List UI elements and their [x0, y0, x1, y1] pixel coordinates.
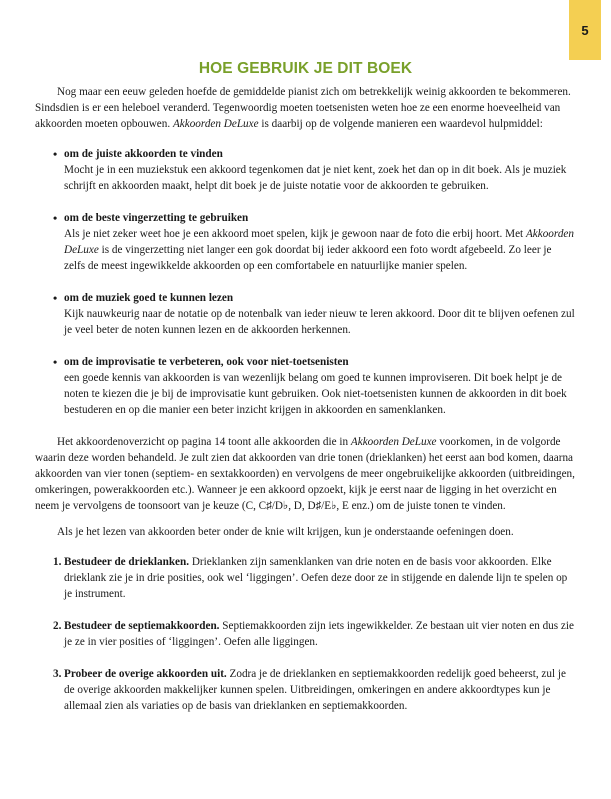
step-text: Zodra je de drieklanken en septiemakkoorden redelijk goed beheerst, zul je de overige akkoorden makkelijker kunnen spelen. Uitbreidingen, omkeringen en andere akkoordtypes kun je allemaal zien als variaties op de basis van drieklanken en septiemakkoorden. — [64, 668, 566, 712]
bullet-text-a: Mocht je in een muziekstuk een akkoord tegenkomen dat je niet kent, zoek het dan op in dit boek. Als je muziek schrijft en akkoorden maakt, helpt dit boek je de juiste notatie voor de akkoorden te gebruiken. — [64, 164, 567, 192]
list-item — [35, 554, 575, 602]
bullet-text — [64, 306, 575, 338]
bullet-book-title: Akkoorden DeLuxe — [64, 228, 574, 256]
bullet-heading: om de muziek goed te kunnen lezen — [64, 292, 234, 304]
overview-book-title: Akkoorden DeLuxe — [350, 436, 437, 448]
overview-text-a: Het akkoordenoverzicht op pagina 14 toont alle akkoorden die in — [57, 436, 351, 448]
bullet-text — [64, 370, 575, 418]
list-item — [35, 618, 575, 650]
bullet-icon: • — [53, 147, 58, 161]
page-body — [35, 84, 575, 730]
bullet-text — [64, 162, 575, 194]
bullet-text-a: Als je niet zeker weet hoe je een akkoord moet spelen, kijk je gewoon naar de foto die erbij hoort. Met — [64, 228, 526, 240]
step-number: 2. — [53, 620, 62, 632]
step-text: Septiemakkoorden zijn iets ingewikkelder. Ze bestaan uit vier noten en dus zie je ze in vier posities of ‘liggingen’. Oefen alle liggingen. — [64, 620, 574, 648]
bullet-text-a: Kijk nauwkeurig naar de notatie op de notenbalk van ieder nieuw te leren akkoord. Door dit te blijven oefenen zul je veel beter de noten kunnen lezen en de akkoorden herkennen. — [64, 308, 575, 336]
bullet-icon: • — [53, 291, 58, 305]
benefits-list — [35, 146, 575, 418]
list-item — [35, 290, 575, 338]
intro-text-b: is daarbij op de volgende manieren een waardevol hulpmiddel: — [258, 118, 543, 130]
overview-text-b: voorkomen, in de volgorde waarin deze worden behandeld. Je zult zien dat akkoorden van drie tonen (drieklanken) het eerst aan bod komen, daarna akkoorden van vier tonen (septiem- en sextakkoorden) en vervolgens de meer ongebruikelijke akkoorden (uitbreidingen, omkeringen, powerakkoorden etc.). Wanneer je een akkoord opzoekt, kijk je eerst naar de ligging in het overzicht en neem je vervolgens de toonsoort van je keuze (C, C♯/D♭, D, D♯/E♭, E enz.) om de juiste tonen te vinden. — [35, 436, 575, 512]
step-heading: Bestudeer de septiemakkoorden. — [64, 620, 220, 632]
page-number-tab — [569, 0, 601, 60]
bullet-text-a: een goede kennis van akkoorden is van wezenlijk belang om goed te kunnen improviseren. Dit boek helpt je de noten te kiezen die je bij de improvisatie kunt gebruiken. Ook niet-toetsenisten kunnen de akkoorden in dit boek bestuderen en op die manier een beter inzicht krijgen in akkoorden en samenklanken. — [64, 372, 567, 416]
list-item — [35, 354, 575, 418]
exercise-list — [35, 554, 575, 714]
page-title: HOE GEBRUIK JE DIT BOEK — [198, 60, 413, 77]
list-item — [35, 666, 575, 714]
intro-text-a: Nog maar een eeuw geleden hoefde de gemiddelde pianist zich om betrekkelijk weinig akkoorden te bekommeren. Sindsdien is er een heleboel veranderd. Tegenwoordig moeten toetsenisten weten hoe ze een enorme hoeveelheid van akkoorden moeten opbouwen. — [35, 86, 571, 130]
step-heading: Probeer de overige akkoorden uit. — [64, 668, 227, 680]
step-text: Drieklanken zijn samenklanken van drie noten en de basis voor akkoorden. Elke drieklank zie je in drie posities, ook wel ‘liggingen’. Oefen deze door ze in stijgende en dalende lijn te spelen op je instrument. — [64, 556, 568, 600]
step-number: 3. — [53, 668, 62, 680]
bullet-icon: • — [53, 355, 58, 369]
bullet-heading: om de juiste akkoorden te vinden — [64, 148, 223, 160]
page-number: 5 — [581, 22, 589, 38]
list-item — [35, 146, 575, 194]
exercises-intro: Als je het lezen van akkoorden beter onder de knie wilt krijgen, kun je onderstaande oefeningen doen. — [57, 526, 514, 538]
bullet-heading: om de improvisatie te verbeteren, ook voor niet-toetsenisten — [64, 356, 349, 368]
intro-paragraph — [35, 84, 575, 132]
bullet-text — [64, 226, 575, 274]
list-item — [35, 210, 575, 274]
bullet-heading: om de beste vingerzetting te gebruiken — [64, 212, 249, 224]
bullet-text-b: is de vingerzetting niet langer een gok doordat bij ieder akkoord een foto wordt afgebeeld. Zo leer je zelfs de meest ingewikkelde akkoorden op een comfortabele en natuurlijke manier spelen. — [64, 244, 552, 272]
step-heading: Bestudeer de drieklanken. — [64, 556, 190, 568]
intro-book-title: Akkoorden DeLuxe — [172, 118, 259, 130]
overview-paragraph — [35, 434, 575, 514]
step-number: 1. — [53, 556, 62, 568]
bullet-icon: • — [53, 211, 58, 225]
